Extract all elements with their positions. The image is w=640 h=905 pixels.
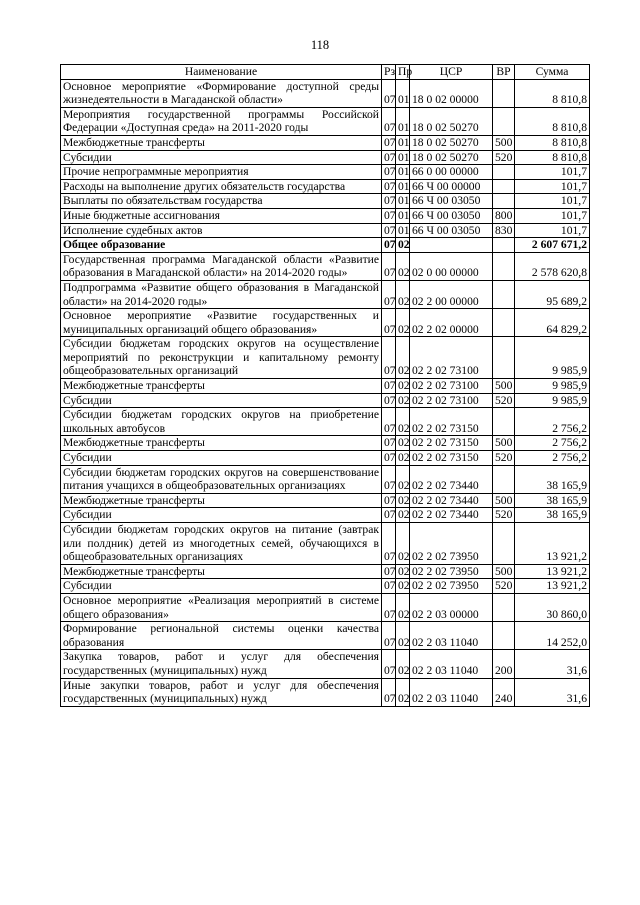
table-row [61,678,590,706]
row-csr: 02 2 02 73950 [410,523,493,565]
header-pr: Пр [396,65,410,80]
row-csr: 02 2 03 11040 [410,622,493,650]
row-name: Межбюджетные трансферты [61,436,382,451]
row-csr: 02 2 03 00000 [410,593,493,621]
row-pr: 02 [396,678,410,706]
row-vr: 520 [493,579,515,594]
row-sum: 2 607 671,2 [515,238,590,253]
row-csr: 66 Ч 00 03050 [410,208,493,223]
row-vr [493,107,515,135]
row-csr: 02 2 02 73100 [410,337,493,379]
row-csr: 02 2 02 73100 [410,393,493,408]
row-sum: 2 756,2 [515,408,590,436]
row-name: Субсидии [61,393,382,408]
row-csr: 66 Ч 00 03050 [410,194,493,209]
row-pr: 02 [396,564,410,579]
row-rz: 07 [382,107,396,135]
table-row [61,208,590,223]
row-rz: 07 [382,393,396,408]
row-csr: 18 0 02 50270 [410,150,493,165]
row-rz: 07 [382,465,396,493]
table-row [61,564,590,579]
row-vr: 200 [493,650,515,678]
table-row [61,508,590,523]
row-sum: 8 810,8 [515,135,590,150]
row-sum: 101,7 [515,194,590,209]
row-name: Общее образование [61,238,382,253]
row-vr: 240 [493,678,515,706]
row-pr: 02 [396,650,410,678]
row-pr: 01 [396,165,410,180]
row-vr: 520 [493,508,515,523]
row-name: Межбюджетные трансферты [61,564,382,579]
row-name: Исполнение судебных актов [61,223,382,238]
row-sum: 31,6 [515,650,590,678]
row-name: Формирование региональной системы оценки качества образования [61,622,382,650]
row-sum: 64 829,2 [515,309,590,337]
row-rz: 07 [382,208,396,223]
header-rz: Рз [382,65,396,80]
row-rz: 07 [382,194,396,209]
row-csr: 02 2 02 73150 [410,436,493,451]
table-row [61,393,590,408]
row-name: Выплаты по обязательствам государства [61,194,382,209]
table-row [61,493,590,508]
budget-table [60,64,590,707]
table-row [61,194,590,209]
row-sum: 13 921,2 [515,523,590,565]
table-row [61,223,590,238]
row-name: Иные бюджетные ассигнования [61,208,382,223]
row-name: Межбюджетные трансферты [61,379,382,394]
table-header-row [61,65,590,80]
row-sum: 8 810,8 [515,107,590,135]
row-csr: 02 2 02 73100 [410,379,493,394]
row-vr [493,337,515,379]
table-row [61,622,590,650]
row-pr: 01 [396,194,410,209]
header-vr: ВР [493,65,515,80]
row-rz: 07 [382,508,396,523]
row-vr [493,165,515,180]
row-pr: 02 [396,451,410,466]
row-pr: 02 [396,408,410,436]
row-pr: 02 [396,252,410,280]
row-csr: 18 0 02 00000 [410,79,493,107]
row-name: Субсидии бюджетам городских округов на совершенствование питания учащихся в общеобразовательных организациях [61,465,382,493]
row-pr: 01 [396,107,410,135]
row-sum: 2 756,2 [515,451,590,466]
row-rz: 07 [382,223,396,238]
row-csr: 66 Ч 00 00000 [410,179,493,194]
table-row [61,523,590,565]
row-name: Основное мероприятие «Формирование доступной среды жизнедеятельности в Магаданской области» [61,79,382,107]
row-sum: 2 578 620,8 [515,252,590,280]
table-row [61,379,590,394]
row-pr: 02 [396,436,410,451]
row-rz: 07 [382,280,396,308]
row-sum: 13 921,2 [515,579,590,594]
row-sum: 38 165,9 [515,493,590,508]
row-vr: 500 [493,135,515,150]
header-csr: ЦСР [410,65,493,80]
row-sum: 9 985,9 [515,393,590,408]
row-csr [410,238,493,253]
row-rz: 07 [382,678,396,706]
row-pr: 01 [396,79,410,107]
row-sum: 101,7 [515,208,590,223]
row-vr [493,179,515,194]
row-pr: 02 [396,579,410,594]
row-pr: 02 [396,238,410,253]
row-vr: 500 [493,493,515,508]
row-csr: 02 2 02 73950 [410,579,493,594]
row-csr: 02 2 02 00000 [410,309,493,337]
row-rz: 07 [382,135,396,150]
row-pr: 02 [396,508,410,523]
header-sum: Сумма [515,65,590,80]
row-vr [493,238,515,253]
row-pr: 02 [396,622,410,650]
row-vr [493,252,515,280]
row-pr: 01 [396,135,410,150]
row-vr [493,309,515,337]
row-rz: 07 [382,252,396,280]
header-name: Наименование [61,65,382,80]
table-row [61,79,590,107]
row-name: Прочие непрограммные мероприятия [61,165,382,180]
row-pr: 02 [396,309,410,337]
row-pr: 01 [396,208,410,223]
row-sum: 38 165,9 [515,465,590,493]
row-vr: 500 [493,564,515,579]
table-row [61,252,590,280]
row-pr: 02 [396,593,410,621]
row-csr: 02 2 03 11040 [410,678,493,706]
row-rz: 07 [382,179,396,194]
row-sum: 9 985,9 [515,379,590,394]
row-sum: 101,7 [515,165,590,180]
row-sum: 8 810,8 [515,79,590,107]
row-vr [493,408,515,436]
row-name: Субсидии [61,508,382,523]
row-pr: 02 [396,379,410,394]
table-row [61,650,590,678]
table-row [61,593,590,621]
row-rz: 07 [382,564,396,579]
row-csr: 02 2 02 73150 [410,451,493,466]
row-vr: 500 [493,436,515,451]
table-row [61,135,590,150]
row-vr [493,194,515,209]
row-rz: 07 [382,436,396,451]
row-rz: 07 [382,493,396,508]
row-rz: 07 [382,593,396,621]
row-sum: 38 165,9 [515,508,590,523]
row-pr: 02 [396,393,410,408]
row-vr [493,593,515,621]
row-pr: 02 [396,523,410,565]
row-rz: 07 [382,579,396,594]
row-rz: 07 [382,337,396,379]
table-row [61,179,590,194]
row-name: Межбюджетные трансферты [61,493,382,508]
row-csr: 66 Ч 00 03050 [410,223,493,238]
row-sum: 14 252,0 [515,622,590,650]
row-csr: 02 2 02 73950 [410,564,493,579]
row-vr [493,79,515,107]
row-csr: 02 2 02 73440 [410,493,493,508]
row-sum: 30 860,0 [515,593,590,621]
row-vr: 800 [493,208,515,223]
table-row [61,165,590,180]
table-row [61,309,590,337]
row-rz: 07 [382,165,396,180]
row-rz: 07 [382,451,396,466]
row-pr: 01 [396,150,410,165]
table-row [61,579,590,594]
row-csr: 02 2 02 73150 [410,408,493,436]
row-name: Расходы на выполнение других обязательств государства [61,179,382,194]
row-rz: 07 [382,650,396,678]
row-rz: 07 [382,408,396,436]
row-name: Субсидии [61,579,382,594]
row-vr [493,622,515,650]
row-pr: 02 [396,493,410,508]
row-csr: 02 2 02 73440 [410,508,493,523]
row-sum: 101,7 [515,179,590,194]
row-csr: 02 0 00 00000 [410,252,493,280]
row-name: Основное мероприятие «Реализация мероприятий в системе общего образования» [61,593,382,621]
row-rz: 07 [382,622,396,650]
row-vr: 830 [493,223,515,238]
table-row [61,451,590,466]
row-csr: 02 2 03 11040 [410,650,493,678]
row-name: Субсидии бюджетам городских округов на питание (завтрак или полдник) детей из многодетных семей, обучающихся в общеобразовательных организациях [61,523,382,565]
row-name: Субсидии бюджетам городских округов на осуществление мероприятий по реконструкции и капитальному ремонту общеобразовательных организаций [61,337,382,379]
page-number: 118 [310,38,330,52]
row-pr: 02 [396,465,410,493]
row-vr [493,280,515,308]
row-pr: 01 [396,223,410,238]
table-row [61,408,590,436]
row-rz: 07 [382,309,396,337]
row-sum: 2 756,2 [515,436,590,451]
row-rz: 07 [382,523,396,565]
row-vr [493,523,515,565]
table-row [61,238,590,253]
row-sum: 31,6 [515,678,590,706]
table-row [61,107,590,135]
row-name: Субсидии бюджетам городских округов на приобретение школьных автобусов [61,408,382,436]
row-csr: 02 2 00 00000 [410,280,493,308]
row-sum: 101,7 [515,223,590,238]
row-name: Мероприятия государственной программы Российской Федерации «Доступная среда» на 2011-2020 годы [61,107,382,135]
row-vr: 520 [493,150,515,165]
row-rz: 07 [382,379,396,394]
row-pr: 01 [396,179,410,194]
row-name: Субсидии [61,150,382,165]
row-pr: 02 [396,337,410,379]
row-name: Основное мероприятие «Развитие государственных и муниципальных организаций общего образования» [61,309,382,337]
row-csr: 18 0 02 50270 [410,135,493,150]
row-rz: 07 [382,238,396,253]
table-row [61,150,590,165]
row-sum: 8 810,8 [515,150,590,165]
row-name: Субсидии [61,451,382,466]
row-rz: 07 [382,79,396,107]
row-name: Закупка товаров, работ и услуг для обеспечения государственных (муниципальных) нужд [61,650,382,678]
row-csr: 18 0 02 50270 [410,107,493,135]
row-name: Иные закупки товаров, работ и услуг для обеспечения государственных (муниципальных) нужд [61,678,382,706]
row-sum: 9 985,9 [515,337,590,379]
row-vr: 500 [493,379,515,394]
row-csr: 66 0 00 00000 [410,165,493,180]
row-rz: 07 [382,150,396,165]
table-row [61,337,590,379]
row-csr: 02 2 02 73440 [410,465,493,493]
row-sum: 95 689,2 [515,280,590,308]
row-vr: 520 [493,451,515,466]
row-name: Государственная программа Магаданской области «Развитие образования в Магаданской области» на 2014-2020 годы» [61,252,382,280]
table-row [61,436,590,451]
row-vr: 520 [493,393,515,408]
row-sum: 13 921,2 [515,564,590,579]
table-row [61,465,590,493]
table-body [61,79,590,706]
row-vr [493,465,515,493]
row-name: Подпрограмма «Развитие общего образования в Магаданской области» на 2014-2020 годы» [61,280,382,308]
row-name: Межбюджетные трансферты [61,135,382,150]
table-row [61,280,590,308]
row-pr: 02 [396,280,410,308]
